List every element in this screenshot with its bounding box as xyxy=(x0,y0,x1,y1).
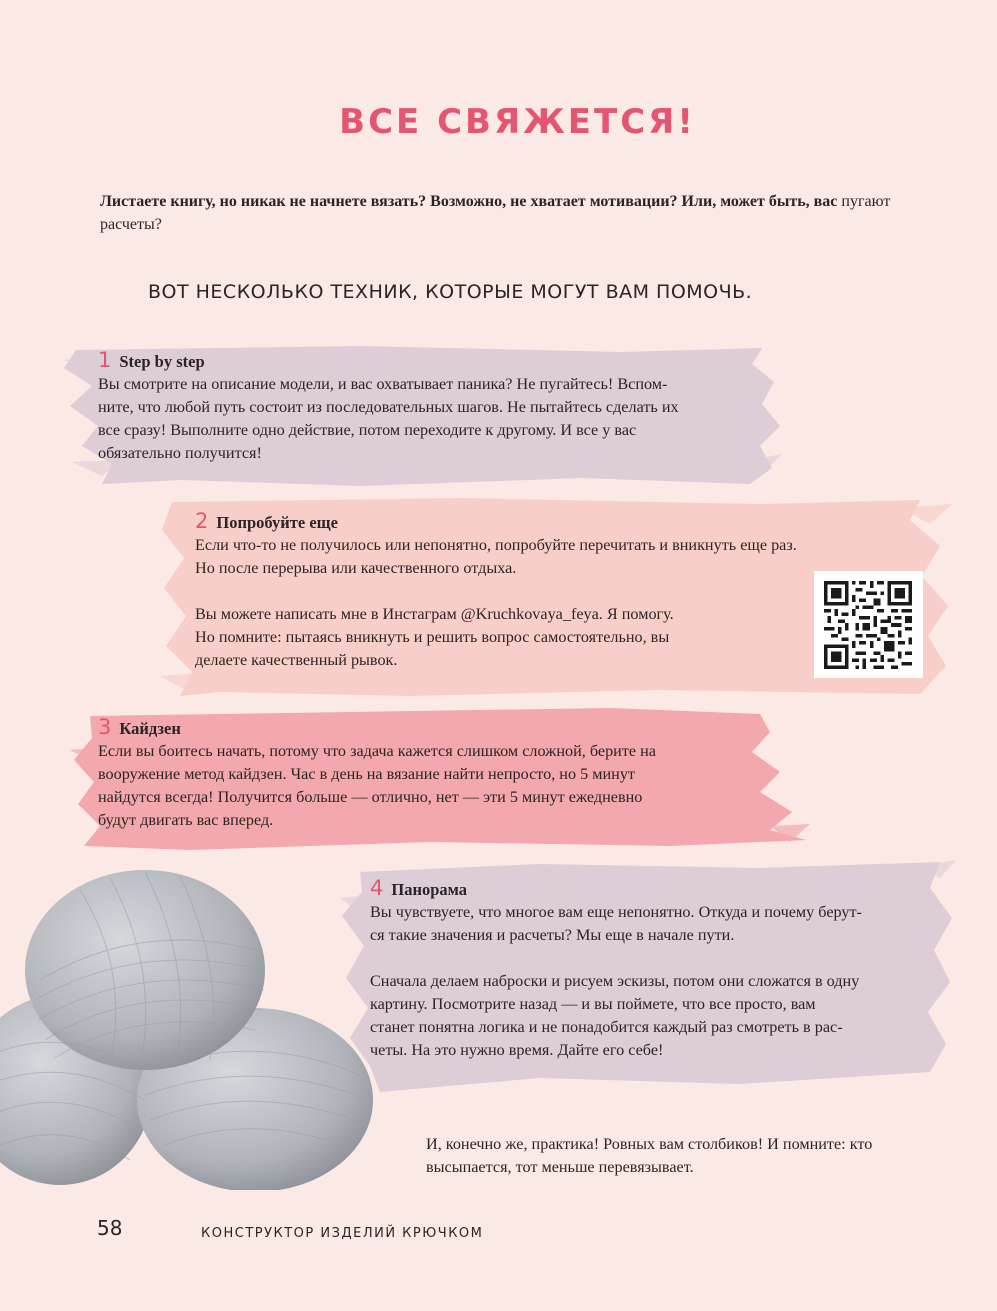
technique-2 xyxy=(195,511,915,672)
technique-2-title: Попробуйте еще xyxy=(216,513,338,532)
technique-3-line: Если вы боитесь начать, потому что задача кажется слишком сложной, берите на xyxy=(98,742,656,760)
technique-3-line: будут двигать вас вперед. xyxy=(98,811,274,829)
technique-1-line: ните, что любой путь состоит из последовательных шагов. Не пытайтесь сделать их xyxy=(98,398,679,416)
technique-1-line: обязательно получится! xyxy=(98,444,262,462)
technique-4-line: Сначала делаем наброски и рисуем эскизы, потом они сложатся в одну xyxy=(370,972,860,990)
technique-3 xyxy=(98,717,788,832)
technique-2-line: Если что-то не получилось или непонятно, попробуйте перечитать и вникнуть еще раз. xyxy=(195,536,797,554)
technique-4-number: 4 xyxy=(370,876,384,900)
technique-3-header xyxy=(98,717,788,740)
technique-3-title: Кайдзен xyxy=(119,719,181,738)
yarn-balls-image xyxy=(0,860,380,1190)
technique-4-title: Панорама xyxy=(391,880,468,899)
technique-2-line: делаете качественный рывок. xyxy=(195,651,398,669)
technique-4-line: Вы чувствуете, что многое вам еще непонятно. Откуда и почему берут- xyxy=(370,903,862,921)
technique-3-number: 3 xyxy=(98,715,112,739)
technique-4 xyxy=(370,878,950,1062)
technique-2-line: Вы можете написать мне в Инстаграм @Kruchkovaya_feya. Я помогу. xyxy=(195,605,674,623)
qr-code-icon xyxy=(824,581,912,669)
techniques-subheading: ВОТ НЕСКОЛЬКО ТЕХНИК, КОТОРЫЕ МОГУТ ВАМ ПОМОЧЬ. xyxy=(148,281,753,303)
technique-4-header xyxy=(370,878,950,901)
page-title: ВСЕ СВЯЖЕТСЯ! xyxy=(339,102,696,142)
technique-2-header xyxy=(195,511,915,534)
technique-4-line: четы. На это нужно время. Дайте его себе! xyxy=(370,1041,664,1059)
outro-line: И, конечно же, практика! Ровных вам столбиков! И помните: кто xyxy=(426,1135,873,1153)
intro-paragraph xyxy=(100,190,900,236)
intro-regular-text: пугают расчеты? xyxy=(100,193,891,233)
instagram-qr-code[interactable] xyxy=(814,571,923,678)
technique-2-line: Но после перерыва или качественного отдыха. xyxy=(195,559,517,577)
technique-1-line: все сразу! Выполните одно действие, потом переходите к другому. И все у вас xyxy=(98,421,637,439)
technique-2-line: Но помните: пытаясь вникнуть и решить вопрос самостоятельно, вы xyxy=(195,628,670,646)
yarn-balls-illustration xyxy=(0,860,380,1190)
technique-1-header xyxy=(98,350,788,373)
intro-bold-text: Листаете книгу, но никак не начнете вязать? Возможно, не хватает мотивации? Или, может быть, вас xyxy=(100,193,838,210)
technique-1 xyxy=(98,350,788,465)
technique-4-line: картину. Посмотрите назад — и вы поймете, что все просто, вам xyxy=(370,995,816,1013)
technique-1-number: 1 xyxy=(98,348,112,372)
technique-4-line: ся такие значения и расчеты? Мы еще в начале пути. xyxy=(370,926,735,944)
technique-3-line: вооружение метод кайдзен. Час в день на вязание найти непросто, но 5 минут xyxy=(98,765,635,783)
outro-line: высыпается, тот меньше перевязывает. xyxy=(426,1158,694,1176)
page-number: 58 xyxy=(97,1216,123,1240)
running-head: КОНСТРУКТОР ИЗДЕЛИЙ КРЮЧКОМ xyxy=(201,1226,484,1241)
technique-2-number: 2 xyxy=(195,509,209,533)
technique-4-line: станет понятна логика и не понадобится каждый раз смотреть в рас- xyxy=(370,1018,843,1036)
outro-paragraph xyxy=(426,1133,946,1179)
technique-1-title: Step by step xyxy=(119,352,205,371)
technique-1-line: Вы смотрите на описание модели, и вас охватывает паника? Не пугайтесь! Вспом- xyxy=(98,375,668,393)
technique-3-line: найдутся всегда! Получится больше — отлично, нет — эти 5 минут ежедневно xyxy=(98,788,643,806)
